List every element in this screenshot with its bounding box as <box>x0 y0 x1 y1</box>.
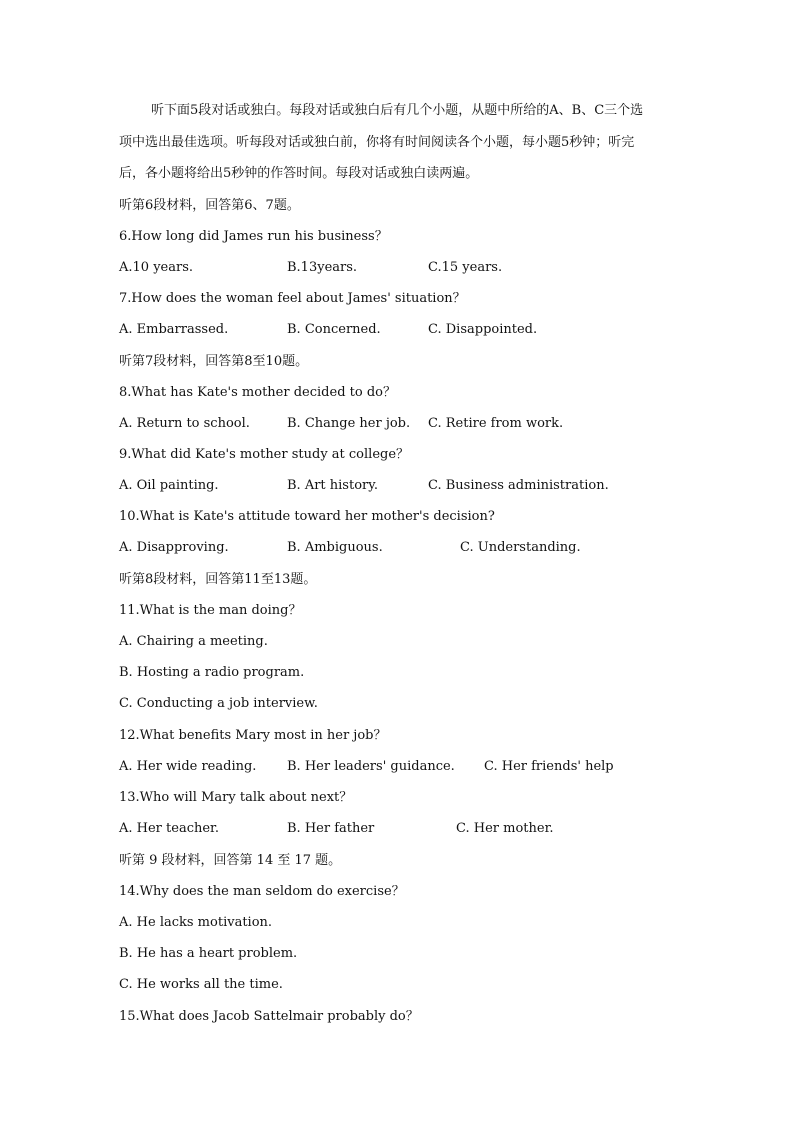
option-14a: A. He lacks motivation. <box>119 915 273 930</box>
option-11a: A. Chairing a meeting. <box>119 634 268 649</box>
section-heading-8: 听第8段材料，回答第11至13题。 <box>119 572 317 587</box>
section-heading-7: 听第7段材料，回答第8至10题。 <box>119 354 309 369</box>
option-13a: A. Her teacher. <box>119 821 219 836</box>
question-stem-7: 7.How does the woman feel about James' situation？ <box>119 291 466 306</box>
instructions-line-1: 听下面5段对话或独白。每段对话或独白后有几个小题，从题中所给的A、B、C三个选 <box>151 103 644 118</box>
section-heading-6: 听第6段材料，回答第6、7题。 <box>119 198 300 213</box>
option-14c: C. He works all the time. <box>119 977 283 992</box>
option-11b: B. Hosting a radio program. <box>119 665 305 680</box>
option-8b: B. Change her job. <box>287 416 411 431</box>
question-stem-10: 10.What is Kate's attitude toward her mother's decision? <box>119 509 495 524</box>
option-13c: C. Her mother. <box>456 821 554 836</box>
question-stem-13: 13.Who will Mary talk about next？ <box>119 790 353 805</box>
question-stem-12: 12.What benefits Mary most in her job？ <box>119 728 387 743</box>
option-12b: B. Her leaders' guidance. <box>287 759 455 774</box>
option-7c: C. Disappointed. <box>428 322 538 337</box>
option-6c: C.15 years. <box>428 260 503 275</box>
option-7b: B. Concerned. <box>287 322 381 337</box>
option-11c: C. Conducting a job interview. <box>119 696 318 711</box>
option-12c: C. Her friends' help <box>484 759 614 774</box>
option-10c: C. Understanding. <box>460 540 581 555</box>
option-12a: A. Her wide reading. <box>119 759 257 774</box>
option-10a: A. Disapproving. <box>119 540 229 555</box>
instructions-line-2: 项中选出最佳选项。听每段对话或独白前，你将有时间阅读各个小题，每小题5秒钟；听完 <box>119 135 635 150</box>
option-13b: B. Her father <box>287 821 375 836</box>
option-9a: A. Oil painting. <box>119 478 219 493</box>
question-stem-14: 14.Why does the man seldom do exercise？ <box>119 884 405 899</box>
instructions-line-3: 后，各小题将给出5秒钟的作答时间。每段对话或独白读两遍。 <box>119 166 479 181</box>
question-stem-15: 15.What does Jacob Sattelmair probably do？ <box>119 1009 419 1024</box>
option-9b: B. Art history. <box>287 478 378 493</box>
question-stem-6: 6.How long did James run his business？ <box>119 229 388 244</box>
option-8a: A. Return to school. <box>119 416 250 431</box>
question-stem-11: 11.What is the man doing？ <box>119 603 302 618</box>
question-stem-9: 9.What did Kate's mother study at college？ <box>119 447 410 462</box>
option-6a: A.10 years. <box>119 260 194 275</box>
question-stem-8: 8.What has Kate's mother decided to do？ <box>119 385 396 400</box>
option-9c: C. Business administration. <box>428 478 609 493</box>
option-10b: B. Ambiguous. <box>287 540 383 555</box>
option-14b: B. He has a heart problem. <box>119 946 298 961</box>
option-6b: B.13years. <box>287 260 358 275</box>
section-heading-9: 听第 9 段材料，回答第 14 至 17 题。 <box>119 853 342 868</box>
option-8c: C. Retire from work. <box>428 416 564 431</box>
option-7a: A. Embarrassed. <box>119 322 229 337</box>
